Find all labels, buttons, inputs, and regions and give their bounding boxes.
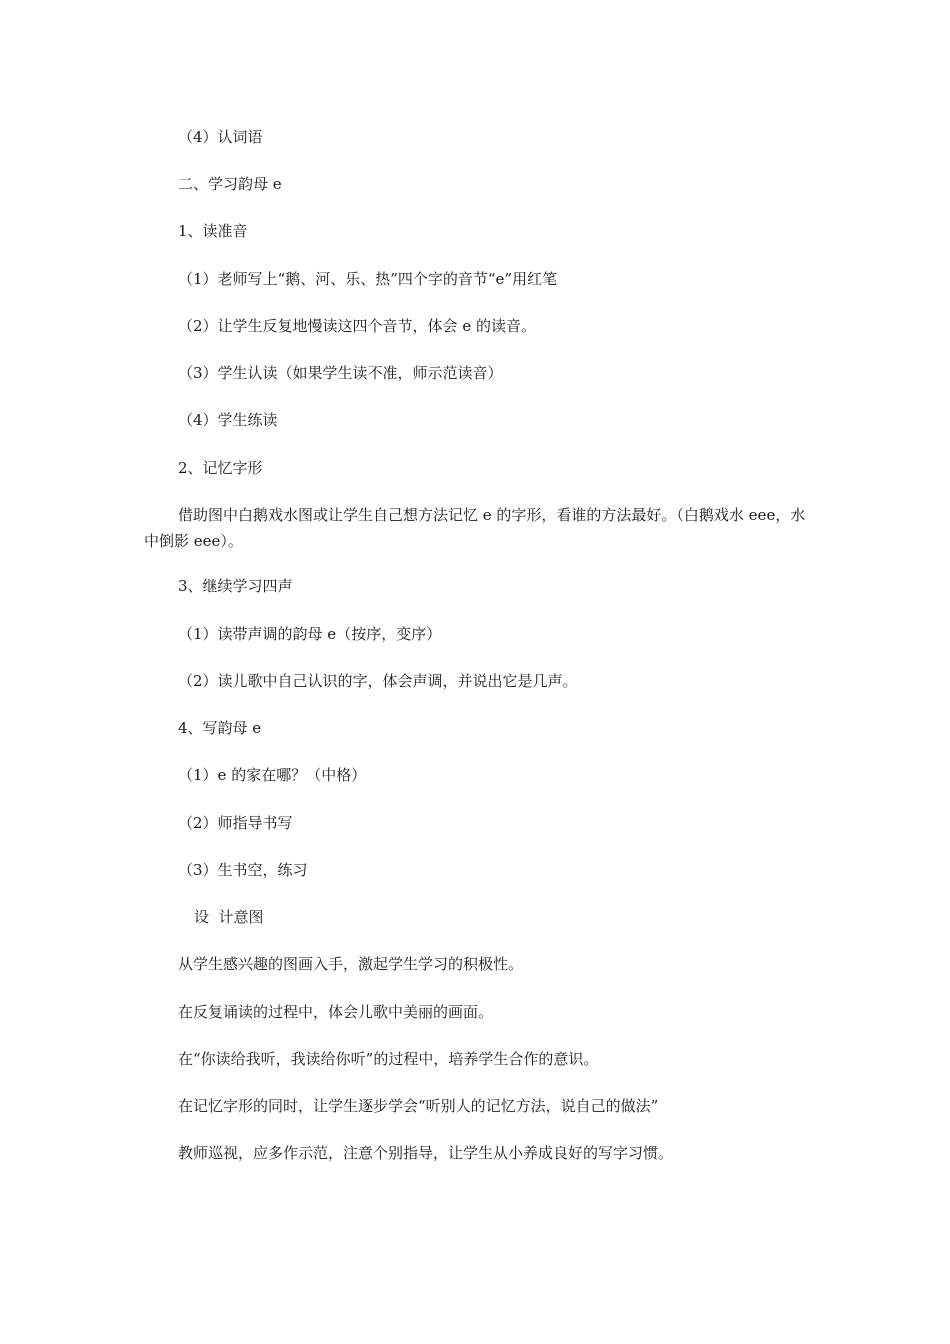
design-intent-3: 在“你读给我听，我读给你听”的过程中，培养学生合作的意识。 — [178, 1050, 599, 1068]
write-item-2: （2）师指导书写 — [178, 814, 293, 832]
item-recognize-words: （4）认词语 — [178, 128, 263, 146]
step-heading-four-tones: 3、继续学习四声 — [178, 577, 293, 595]
design-intent-4: 在记忆字形的同时，让学生逐步学会“听别人的记忆方法，说自己的做法” — [178, 1097, 659, 1115]
step-heading-pronunciation: 1、读准音 — [178, 222, 248, 240]
step-heading-memorize-shape: 2、记忆字形 — [178, 459, 263, 477]
design-intent-2: 在反复诵读的过程中，体会儿歌中美丽的画面。 — [178, 1003, 494, 1021]
step-heading-write-final-e: 4、写韵母 e — [178, 719, 262, 737]
design-intent-1: 从学生感兴趣的图画入手，激起学生学习的积极性。 — [178, 955, 524, 973]
tone-item-2: （2）读儿歌中自己认识的字，体会声调，并说出它是几声。 — [178, 672, 578, 690]
design-intent-5: 教师巡视，应多作示范，注意个别指导，让学生从小养成良好的写字习惯。 — [178, 1144, 674, 1162]
tone-item-1: （1）读带声调的韵母 e（按序，变序） — [178, 625, 442, 643]
step-item-3: （3）学生认读（如果学生读不准，师示范读音） — [178, 364, 503, 382]
paragraph-memorize-method: 借助图中白鹅戏水图或让学生自己想方法记忆 e 的字形，看谁的方法最好。（白鹅戏水 eee，水中倒影 eee）。 — [144, 506, 806, 550]
write-item-1: （1）e 的家在哪？（中格） — [178, 766, 367, 784]
design-intent-heading: 设 计意图 — [194, 908, 264, 926]
write-item-3: （3）生书空，练习 — [178, 861, 308, 879]
step-item-4: （4）学生练读 — [178, 411, 278, 429]
step-item-1: （1）老师写上“鹅、河、乐、热”四个字的音节“e”用红笔 — [178, 270, 558, 288]
section-heading-learn-final-e: 二、学习韵母 e — [178, 175, 282, 193]
step-item-2: （2）让学生反复地慢读这四个音节，体会 e 的读音。 — [178, 317, 536, 335]
